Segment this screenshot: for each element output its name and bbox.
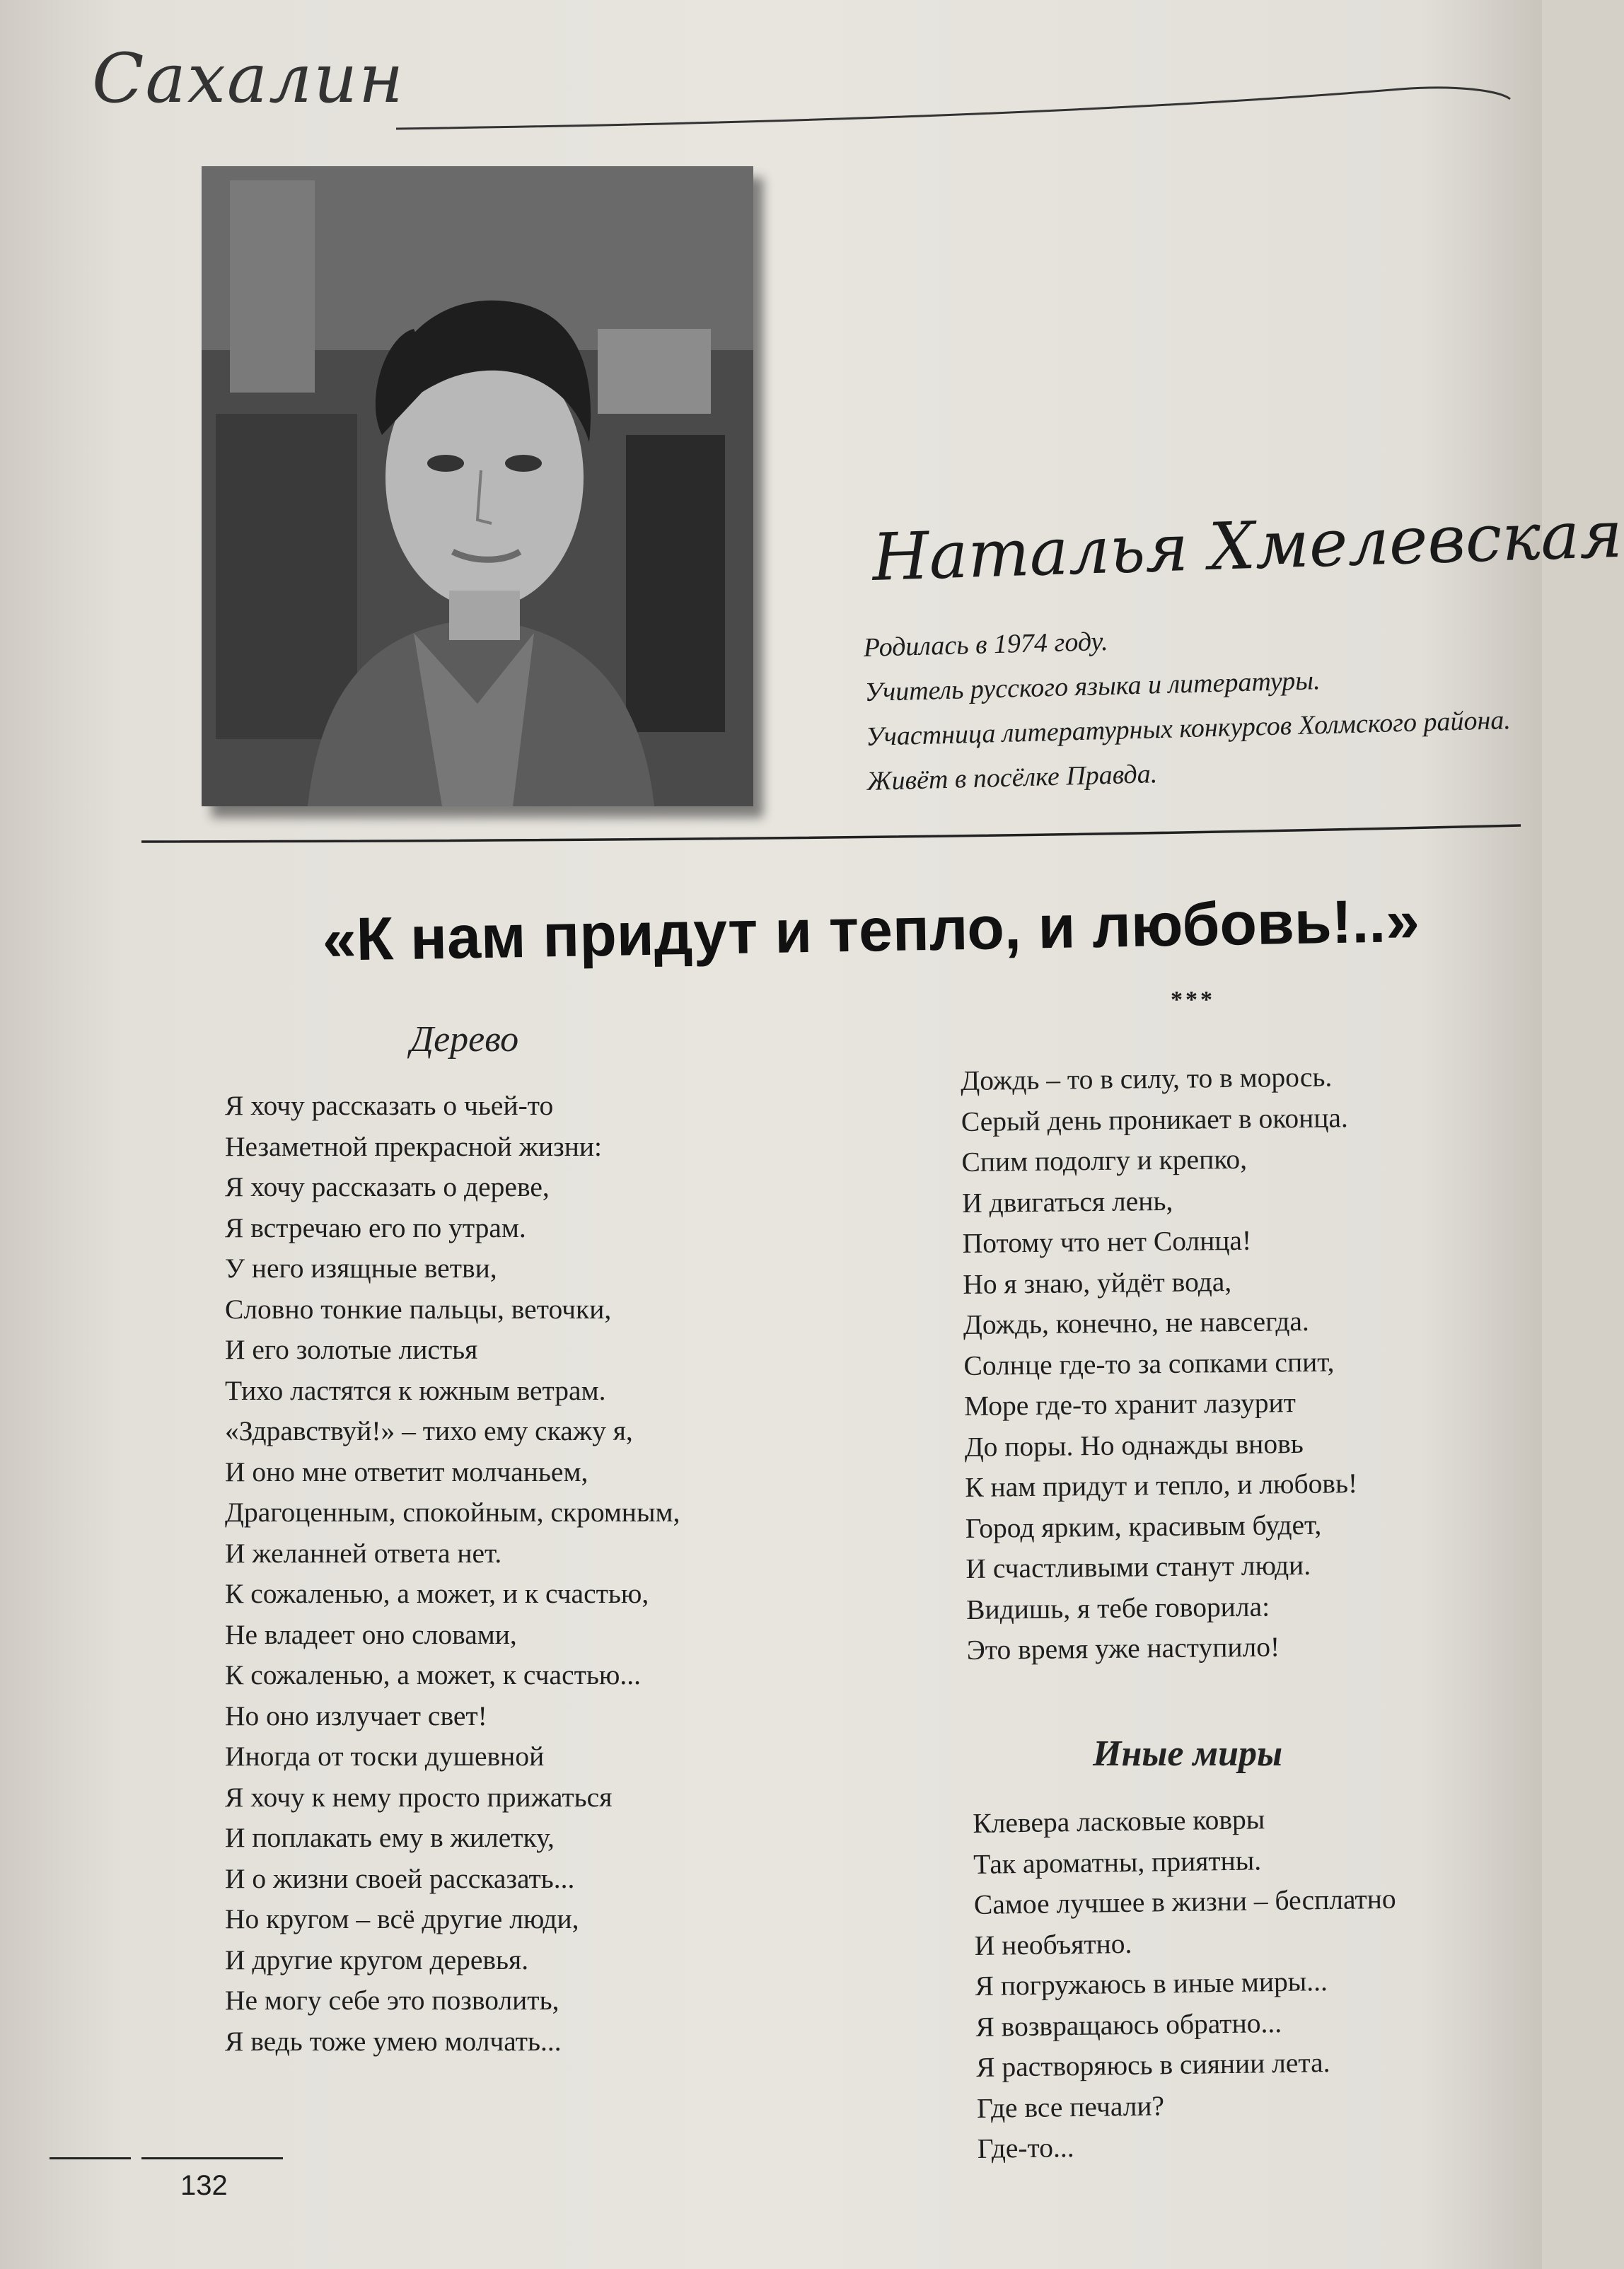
page-number: 132	[180, 2170, 228, 2201]
bio-line: Родилась в 1974 году.	[863, 626, 1109, 663]
poem-line: Не могу себе это позволить,	[225, 1985, 559, 2016]
poem-line: До поры. Но однажды вновь	[964, 1427, 1304, 1463]
poem-title-derevo: Дерево	[410, 1019, 519, 1060]
poem-line: И желанней ответа нет.	[225, 1537, 502, 1569]
poem-line: Город ярким, красивым будет,	[965, 1509, 1322, 1544]
poem-line: Я хочу рассказать о дереве,	[225, 1171, 550, 1202]
poem-line: Незаметной прекрасной жизни:	[225, 1130, 602, 1162]
poem-line: Дождь – то в силу, то в морось.	[961, 1061, 1333, 1096]
poem-line: Но я знаю, уйдёт вода,	[963, 1265, 1232, 1300]
author-photo	[202, 166, 753, 806]
poem-line: Серый день проникает в оконца.	[961, 1101, 1349, 1137]
poem-line: Я погружаюсь в иные миры...	[975, 1966, 1328, 2002]
poem-line: Но оно излучает свет!	[225, 1700, 487, 1731]
bio-line: Участница литературных конкурсов Холмского района.	[865, 705, 1512, 752]
poem-line: И его золотые листья	[225, 1334, 478, 1365]
poem-line: Это время уже наступило!	[966, 1631, 1280, 1666]
poem-title-inye-miry: Иные миры	[1093, 1734, 1283, 1774]
poem-line: Где все печали?	[976, 2089, 1165, 2124]
poem-line: Я возвращаюсь обратно...	[975, 2007, 1282, 2043]
poem-line: И необъятно.	[974, 1927, 1132, 1961]
poem-line: Но кругом – всё другие люди,	[225, 1903, 579, 1934]
poem-line: Я хочу к нему просто прижаться	[225, 1781, 613, 1813]
poem-line: Дождь, конечно, не навсегда.	[963, 1305, 1310, 1340]
poem-line: Солнце где-то за сопками спит,	[963, 1345, 1335, 1381]
poem-line: И другие кругом деревья.	[225, 1944, 529, 1975]
poem-line: Иногда от тоски душевной	[225, 1741, 545, 1772]
poem-line: Драгоценным, спокойным, скромным,	[225, 1497, 680, 1528]
footer-rule-right	[141, 2157, 283, 2159]
section-title: «К нам придут и тепло, и любовь!..»	[322, 886, 1420, 974]
poem-line: Потому что нет Солнца!	[962, 1224, 1252, 1259]
poem-line: К нам придут и тепло, и любовь!	[965, 1468, 1358, 1503]
poem-line: И счастливыми станут люди.	[965, 1549, 1311, 1584]
poem-line: К сожаленью, а может, и к счастью,	[225, 1578, 649, 1609]
section-divider-rule	[141, 824, 1521, 852]
poem-untitled	[961, 1057, 1359, 1671]
untitled-poem-marker: ***	[1171, 987, 1215, 1013]
poem-line: Я растворяюсь в сиянии лета.	[975, 2046, 1330, 2083]
running-head: Сахалин	[92, 39, 405, 118]
poem-line: Не владеет оно словами,	[225, 1618, 517, 1650]
poem-line: У него изящные ветви,	[225, 1253, 497, 1284]
poem-line: К сожаленью, а может, к счастью...	[225, 1659, 642, 1690]
bio-line: Живёт в посёлке Правда.	[866, 759, 1158, 796]
poem-derevo	[225, 1086, 680, 2062]
poem-line: Море где-то хранит лазурит	[963, 1387, 1297, 1422]
poem-line: И о жизни своей рассказать...	[225, 1862, 575, 1894]
author-name: Наталья Хмелевская	[871, 496, 1624, 596]
poem-inye-miry	[973, 1798, 1400, 2170]
poem-line: Тихо ластятся к южным ветрам.	[225, 1374, 606, 1406]
portrait-image	[202, 166, 753, 806]
bio-line: Учитель русского языка и литературы.	[864, 666, 1321, 707]
poem-line: Где-то...	[977, 2132, 1074, 2164]
poem-line: Самое лучшее в жизни – бесплатно	[973, 1883, 1396, 1920]
author-bio	[863, 609, 1525, 804]
poem-line: Спим подолгу и крепко,	[961, 1143, 1248, 1178]
poem-line: И поплакать ему в жилетку,	[225, 1822, 555, 1853]
poem-line: Я ведь тоже умею молчать...	[225, 2025, 562, 2057]
poem-line: И двигаться лень,	[961, 1185, 1173, 1219]
poem-line: «Здравствуй!» – тихо ему скажу я,	[225, 1415, 633, 1446]
poem-line: Так ароматны, приятны.	[973, 1844, 1262, 1880]
footer-rule-left	[50, 2157, 131, 2159]
poem-line: Клевера ласковые ковры	[973, 1804, 1265, 1839]
poem-line: И оно мне ответит молчаньем,	[225, 1456, 588, 1487]
poem-line: Видишь, я тебе говорила:	[965, 1590, 1270, 1625]
poem-line: Я хочу рассказать о чьей-то	[225, 1090, 554, 1121]
poem-line: Словно тонкие пальцы, веточки,	[225, 1293, 612, 1325]
header-swash-rule	[396, 85, 1514, 134]
poem-line: Я встречаю его по утрам.	[225, 1212, 526, 1243]
